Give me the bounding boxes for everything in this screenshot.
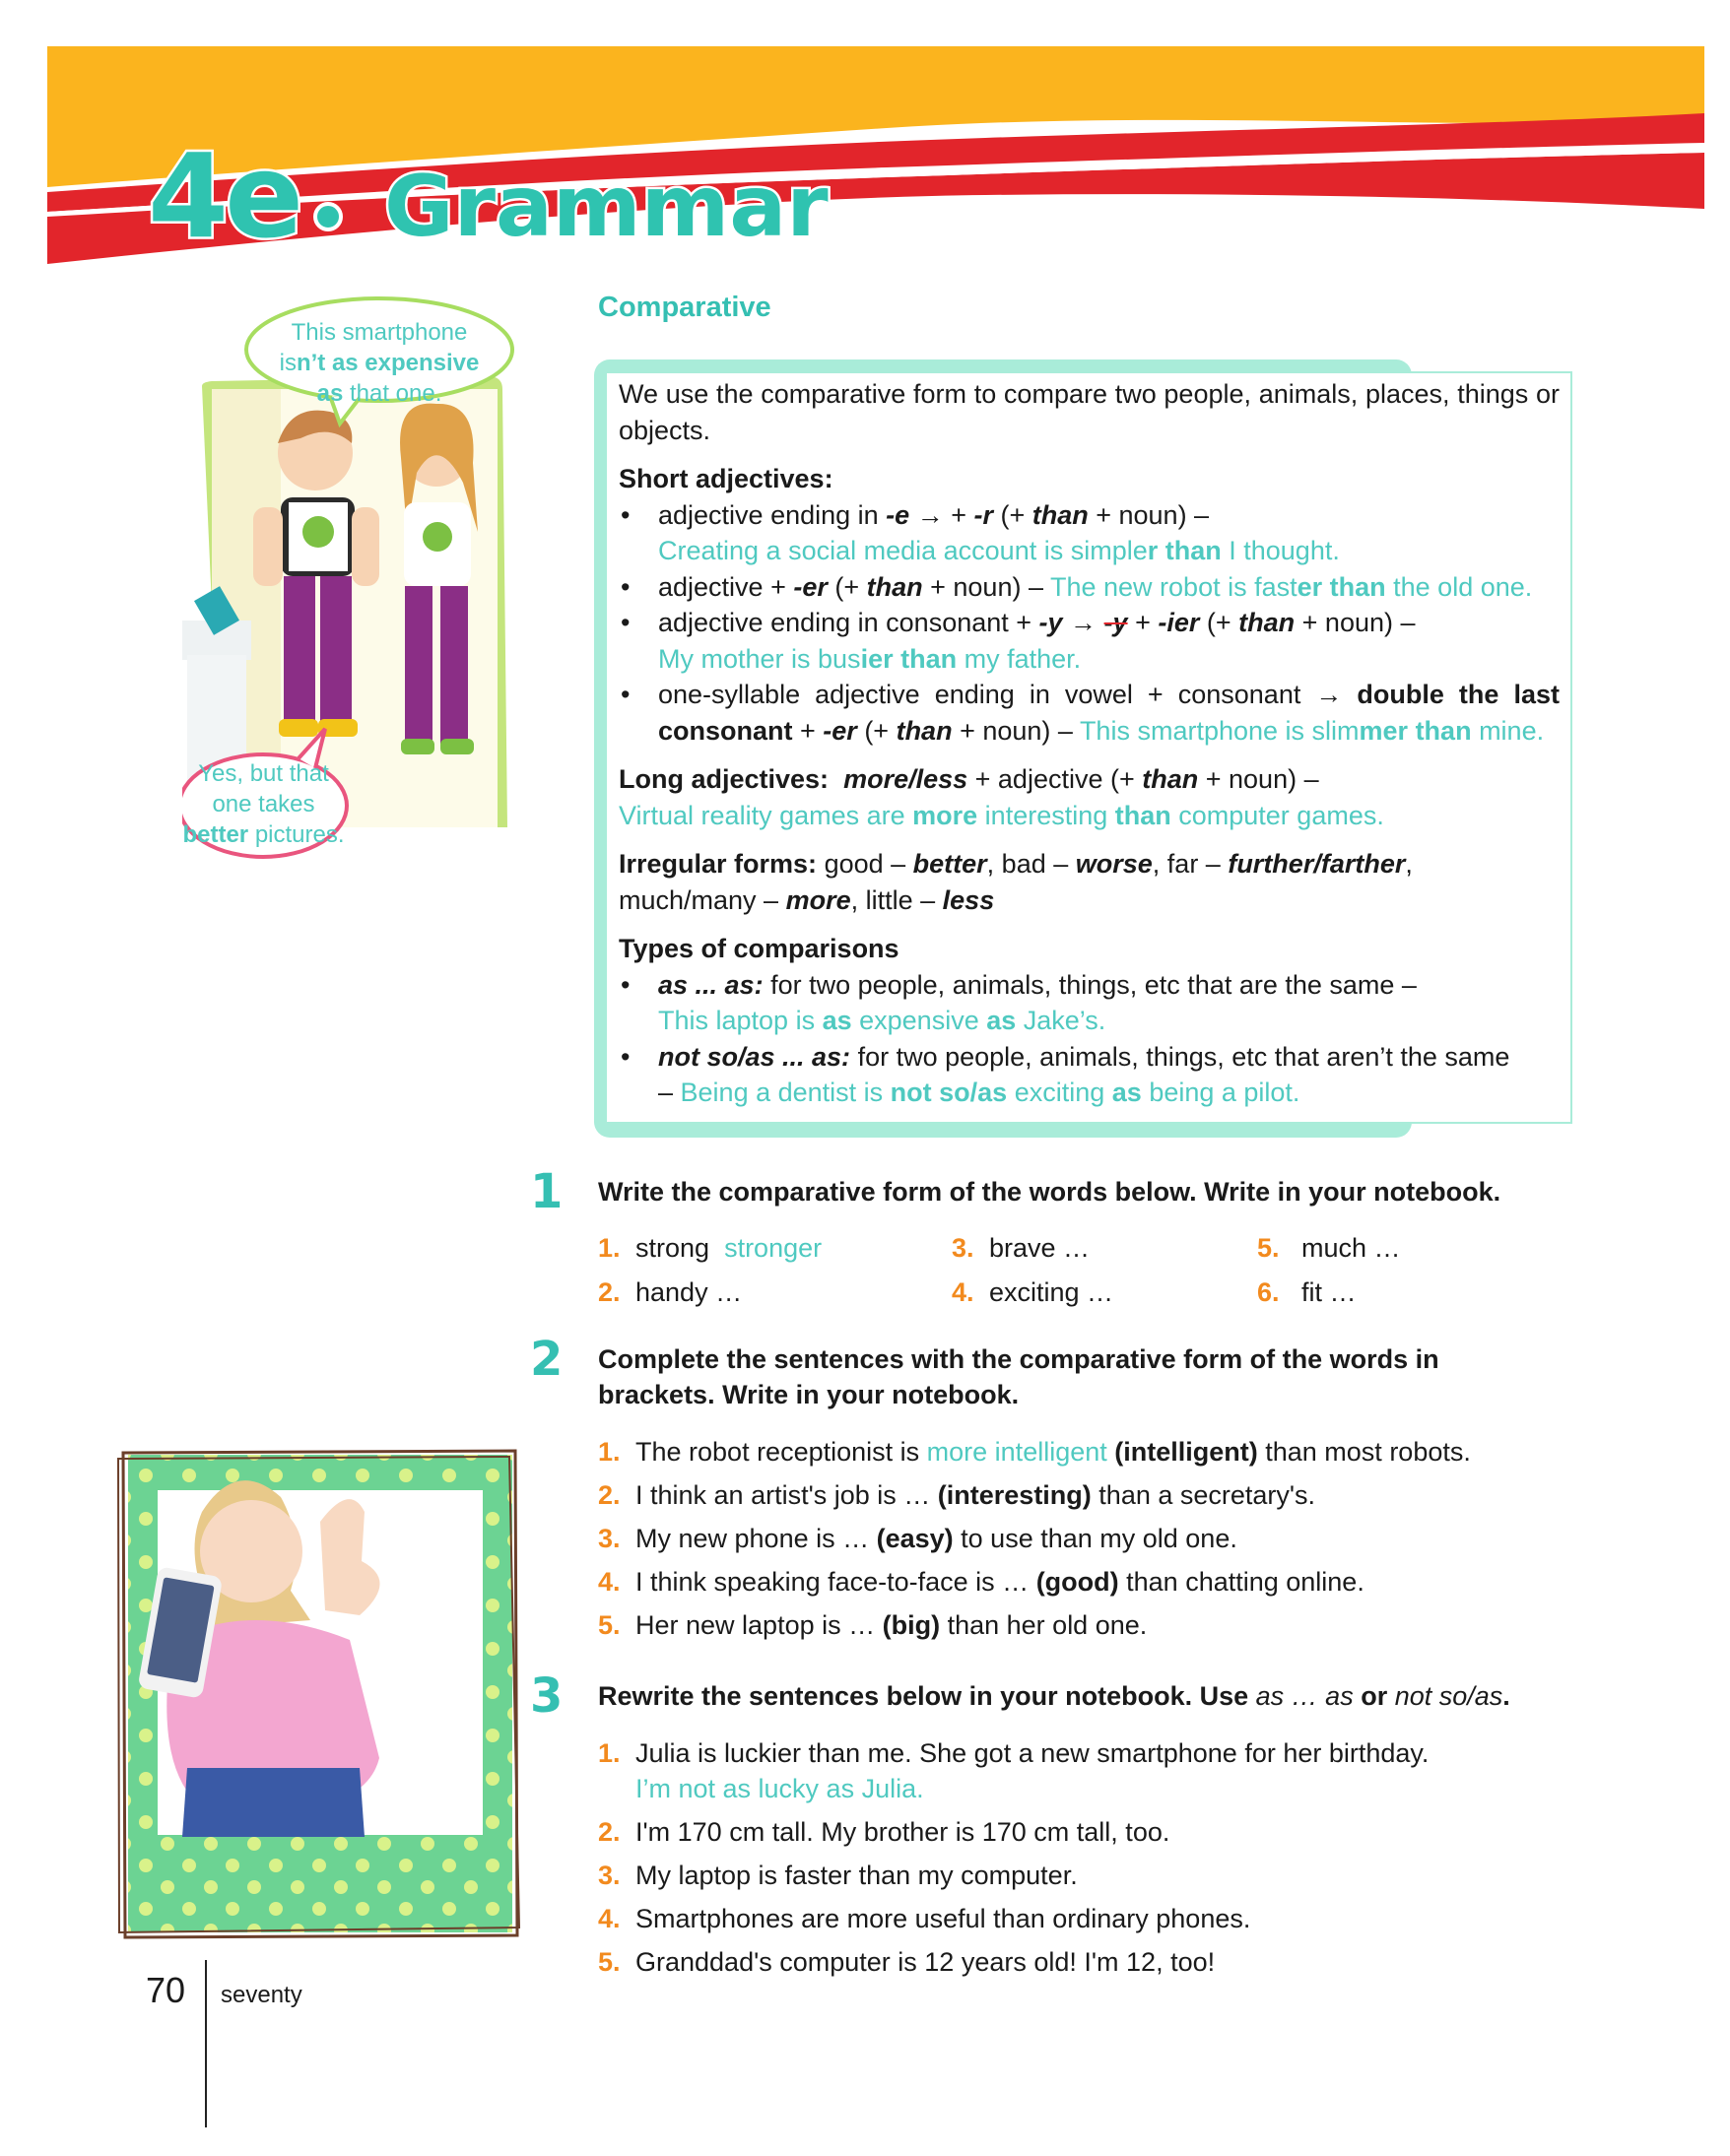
ex1-item: 4. exciting … [952, 1277, 1114, 1307]
bubble2-line3-a: better [182, 821, 249, 848]
ex3-list [598, 1735, 1583, 1980]
rule-item: • as ... as: for two people, animals, things, etc that are the same – This laptop is as expensive as Jake’s. [619, 967, 1560, 1039]
ex1-item: 1. strong stronger [598, 1233, 823, 1263]
bubble1-line3-b: that one. [343, 380, 442, 407]
short-adjectives-heading: Short adjectives: [619, 464, 833, 493]
ex2-item: 5. Her new laptop is … (big) than her old one. [598, 1610, 1148, 1640]
types-heading: Types of comparisons [619, 934, 899, 963]
rule-content [619, 376, 1560, 1111]
ex2-item: 4. I think speaking face-to-face is … (good) than chatting online. [598, 1567, 1364, 1597]
bubble1-line2-b: n’t as expensive [296, 350, 480, 376]
page-title: Grammar [384, 158, 829, 256]
bubble1-line1: This smartphone [291, 319, 468, 346]
ex2-item: 2. I think an artist's job is … (interesting) than a secretary's. [598, 1480, 1316, 1510]
footer-divider [205, 1960, 207, 2127]
ex1-item: 6. fit … [1257, 1277, 1357, 1307]
ex1-item: 2. handy … [598, 1277, 743, 1307]
rule-item: • not so/as ... as: for two people, animals, things, etc that aren’t the same – Being a dentist is not so/as exciting as being a pilot. [619, 1039, 1525, 1111]
ex3-item: 2. I'm 170 cm tall. My brother is 170 cm tall, too. [598, 1817, 1170, 1847]
exercise-1-number: 1 [530, 1164, 564, 1219]
section-heading: Comparative [598, 292, 771, 323]
bubble1-line2-a: is [279, 350, 297, 376]
ex1-item: 5. much … [1257, 1233, 1401, 1263]
ex2-list [598, 1434, 1583, 1643]
exercise-3-number: 3 [530, 1668, 564, 1724]
ex3-item: 3. My laptop is faster than my computer. [598, 1861, 1078, 1890]
page-number-word: seventy [221, 1982, 302, 2008]
speech-bubble-2 [182, 758, 345, 850]
exercise-2-number: 2 [530, 1332, 564, 1387]
ex2-item: 1. The robot receptionist is more intelligent (intelligent) than most robots. [598, 1437, 1471, 1467]
bubble2-line2: one takes [212, 791, 315, 817]
bubble2-line3-b: pictures. [248, 821, 345, 848]
rule-item: • adjective + -er (+ than + noun) – The new robot is faster than the old one. [619, 569, 1560, 606]
ex2-item: 3. My new phone is … (easy) to use than my old one. [598, 1524, 1237, 1553]
title-dot [313, 202, 343, 231]
rule-intro: We use the comparative form to compare two people, animals, places, things or objects. [619, 379, 1560, 445]
rule-item: • adjective ending in -e → + -r (+ than + noun) – Creating a social media account is simpler than I thought. [619, 497, 1560, 569]
page-number: 70 [146, 1970, 186, 2010]
exercise-2-instruction: Complete the sentences with the comparative form of the words in brackets. Write in your notebook. [598, 1344, 1439, 1409]
irregular-forms: Irregular forms: good – better, bad – worse, far – further/farther, much/many – more, little – less [619, 849, 1413, 915]
ex3-item: 5. Granddad's computer is 12 years old! I'm 12, too! [598, 1947, 1216, 1977]
ex3-item: 4. Smartphones are more useful than ordinary phones. [598, 1904, 1251, 1933]
exercise-3-instruction: Rewrite the sentences below in your notebook. Use as … as or not so/as. [598, 1681, 1510, 1711]
exercise-1-instruction: Write the comparative form of the words below. Write in your notebook. [598, 1177, 1501, 1207]
ex1-item: 3. brave … [952, 1233, 1091, 1263]
bubble2-line1: Yes, but that [198, 760, 329, 787]
girl-with-smartphone-photo [113, 1443, 527, 1945]
unit-number: 4e [148, 128, 300, 264]
long-adjectives: Long adjectives: more/less + adjective (+ than + noun) – Virtual reality games are more interesting than computer games. [619, 764, 1384, 830]
ex3-item: 1. Julia is luckier than me. She got a new smartphone for her birthday. I’m not as lucky as Julia. [598, 1738, 1430, 1803]
speech-bubble-1 [236, 317, 522, 409]
bubble1-line3-a: as [316, 380, 344, 407]
rule-item: • one-syllable adjective ending in vowel + consonant → double the last consonant + -er (+ than + noun) – This smartphone is slimmer than mine. [619, 677, 1560, 749]
rule-item: • adjective ending in consonant + -y → -y + -ier (+ than + noun) – My mother is busier than my father. [619, 605, 1560, 677]
